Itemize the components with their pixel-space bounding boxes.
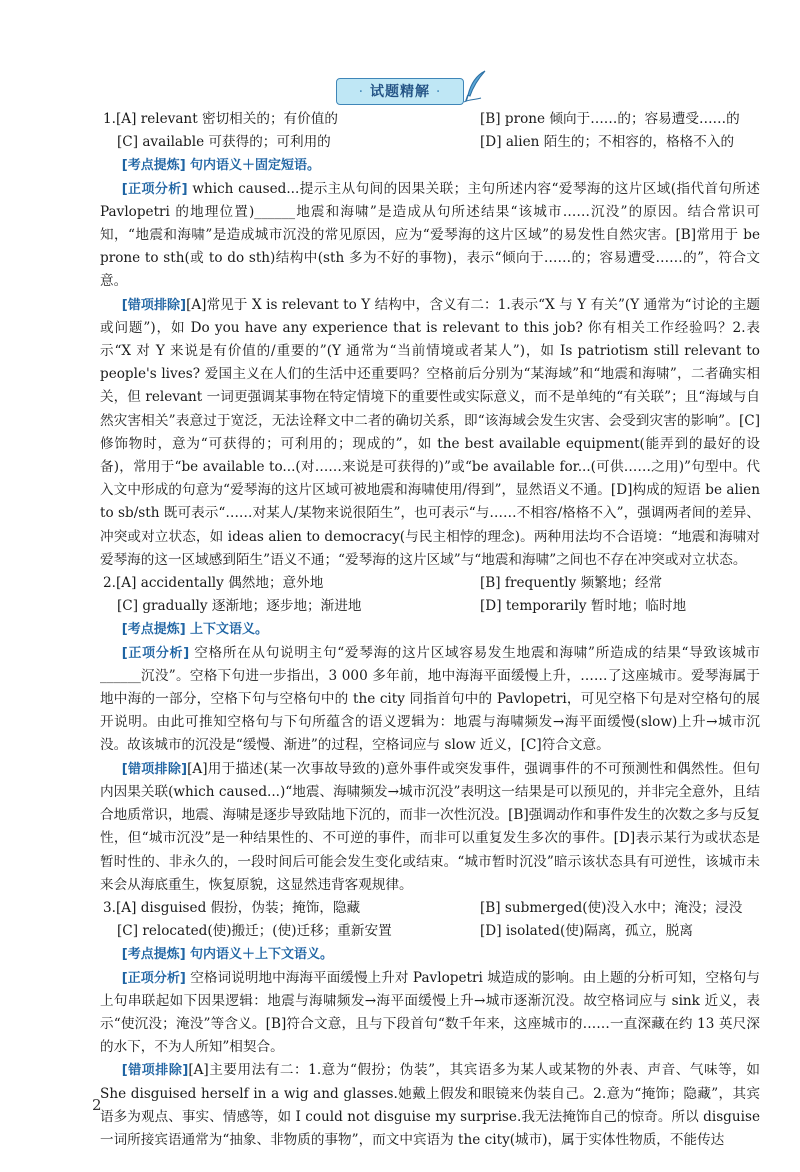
- kaodian-tag: [考点提炼]: [121, 158, 186, 174]
- q3-option-c: [C] relocated(使)搬迁；(使)迁移；重新安置: [117, 923, 392, 940]
- cuoxiang-tag: [错项排除]: [121, 297, 187, 313]
- cuoxiang-tag: [错项排除]: [121, 1063, 189, 1079]
- banner-title: 试题精解: [370, 84, 430, 100]
- q3-cuoxiang: [100, 1059, 760, 1152]
- q1-option-a: 1.[A] relevant 密切相关的；有价值的: [103, 111, 338, 127]
- cuoxiang-tag: [错项排除]: [121, 761, 188, 777]
- zhengxiang-tag: [正项分析]: [121, 645, 190, 661]
- q2-option-d: [D] temporarily 暂时地；临时地: [480, 598, 687, 615]
- q2-kaodian: [100, 618, 760, 641]
- q3-option-b: [B] submerged(使)没入水中；淹没；浸没: [480, 899, 743, 916]
- zhengxiang-text: 空格所在从句说明主句“爱琴海的这片区域容易发生地震和海啸”所造成的结果“导致该城市______沉没”。空格下句进一步指出，3 000 多年前，地中海海平面缓慢上升，……了这座城市。爱琴海属于地中海的一部分，空格下句与空格句中的 the city 同指首句中的 Pavlopetri，可见空格下句是对空格句的展开说明。由此可推知空格句与下句所蕴含的语义逻辑为：地震与海啸频发→海平面缓慢(slow)上升→城市沉没。故该城市的沉没是“缓慢、渐进”的过程，空格词应与 slow 近义，[C]符合文意。: [100, 644, 760, 754]
- q1-zhengxiang: [100, 178, 760, 294]
- cuoxiang-text: [A]用于描述(某一次事故导致的)意外事件或突发事件，强调事件的不可预测性和偶然性。但句内因果关联(which caused...)“地震、海啸频发→城市沉没”表明这一结果是可以预见的，并非完全意外，且结合地质常识，地震、海啸是逐步导致陆地下沉的，而非一次性沉没。[B]强调动作和事件发生的次数之多与反复性，但“城市沉没”是一种结果性的、不可逆的事件，而非可以重复发生多次的事件。[D]表示某行为或状态是暂时性的、非永久的，一段时间后可能会发生变化或结束。“城市暂时沉没”暗示该状态具有可逆性，该城市未来会从海底重生，恢复原貌，这显然违背客观规律。: [100, 760, 761, 893]
- kaodian-text: 上下文语义。: [189, 622, 268, 638]
- q1-cuoxiang: [100, 294, 760, 572]
- kaodian-text: 句内语义＋固定短语。: [189, 158, 320, 174]
- q1-option-d: [D] alien 陌生的；不相容的，格格不入的: [480, 134, 735, 151]
- q1-option-b: [B] prone 倾向于……的；容易遭受……的: [480, 111, 740, 127]
- q2-option-c: [C] gradually 逐渐地；逐步地；渐进地: [117, 598, 362, 615]
- zhengxiang-text: which caused...提示主从句间的因果关联；主句所述内容“爱琴海的这片区域(指代首句所述 Pavlopetri 的地理位置)______地震和海啸”是造成从句所述结果“该城市……沉没”的原因。结合常识可知，“地震和海啸”是造成城市沉没的常见原因，应为“爱琴海的这片区域”的易发性自然灾害。[B]常用于 be prone to sth(或 to do sth)结构中(sth 多为不好的事物)，表示“倾向于……的；容易遭受……的”，符合文意。: [100, 180, 760, 290]
- banner-label: · 试题精解 ·: [336, 78, 465, 105]
- q1-kaodian: [100, 154, 760, 177]
- zhengxiang-text: 空格词说明地中海海平面缓慢上升对 Pavlopetri 城造成的影响。由上题的分析可知，空格句与上句串联起如下因果逻辑：地震与海啸频发→海平面缓慢上升→城市逐渐沉没。故空格词应与 sink 近义，表示“使沉没；淹没”等含义。[B]符合文意，且与下段首句“数千年来，这座城市的……一直深藏在约 13 英尺深的水下，不为人所知”相契合。: [100, 969, 761, 1056]
- q3-options: [100, 897, 760, 943]
- q2-options: [100, 572, 760, 618]
- q1-option-c: [C] available 可获得的；可利用的: [117, 134, 331, 151]
- kaodian-text: 句内语义＋上下文语义。: [189, 947, 333, 963]
- page-content: [100, 108, 760, 1152]
- quill-pen-icon: [463, 69, 489, 103]
- q3-kaodian: [100, 943, 760, 966]
- zhengxiang-tag: [正项分析]: [121, 181, 188, 197]
- page-number: 2: [92, 1096, 102, 1114]
- q2-option-b: [B] frequently 频繁地；经常: [480, 575, 663, 592]
- cuoxiang-text: [A]主要用法有二：1.意为“假扮；伪装”，其宾语多为某人或某物的外表、声音、气味等，如 She disguised herself in a wig and glasses.她戴上假发和眼镜来伪装自己。2.意为“掩饰；隐藏”，其宾语多为观点、事实、情感等，如 I could not disguise my surprise.我无法掩饰自己的惊奇。所以 disguise 一词所接宾语通常为“抽象、非物质的事物”，而文中宾语为 the city(城市)，属于实体性物质，不能传达: [100, 1062, 760, 1148]
- section-banner: [0, 78, 800, 105]
- kaodian-tag: [考点提炼]: [121, 622, 186, 638]
- q3-option-a: 3.[A] disguised 假扮，伪装；掩饰，隐藏: [103, 899, 361, 916]
- cuoxiang-text: [A]常见于 X is relevant to Y 结构中，含义有二：1.表示“X 与 Y 有关”(Y 通常为“讨论的主题或问题”)，如 Do you have any experience that is relevant to this job? 你有相关工作经验吗？2.表示“X 对 Y 来说是有价值的/重要的”(Y 通常为“当前情境或者某人”)，如 Is patriotism still relevant to people's lives? 爱国主义在人们的生活中还重要吗？空格前后分别为“某海域”和“地震和海啸”，二者确实相关，但 relevant 一词更强调某事物在特定情境下的重要性或实际意义，而不是单纯的“有关联”；且“海域与自然灾害相关”表意过于宽泛，无法诠释文中二者的确切关系，即“该海域会发生灾害、会受到灾害的影响”。[C]修饰物时，意为“可获得的；可利用的；现成的”，如 the best available equipment(能弄到的最好的设备)，常用于“be available to...(对……来说是可获得的)”或“be available for...(可供……之用)”句型中。代入文中形成的句意为“爱琴海的这片区域可被地震和海啸使用/得到”，显然语义不通。[D]构成的短语 be alien to sb/sth 既可表示“……对某人/某物来说很陌生”，也可表示“与……不相容/格格不入”，强调两者间的差异、冲突或对立状态，如 ideas alien to democracy(与民主相悖的理念)。两种用法均不合语境：“地震和海啸对爱琴海的这一区域感到陌生”语义不通；“爱琴海的这片区域”与“地震和海啸”之间也不存在冲突或对立状态。: [100, 296, 760, 568]
- q1-options: [100, 108, 760, 154]
- zhengxiang-tag: [正项分析]: [121, 970, 186, 986]
- q3-zhengxiang: [100, 967, 760, 1060]
- q2-option-a: 2.[A] accidentally 偶然地；意外地: [103, 575, 324, 592]
- q2-cuoxiang: [100, 758, 760, 897]
- kaodian-tag: [考点提炼]: [121, 947, 186, 963]
- q2-zhengxiang: [100, 642, 760, 758]
- q3-option-d: [D] isolated(使)隔离，孤立，脱离: [480, 923, 693, 940]
